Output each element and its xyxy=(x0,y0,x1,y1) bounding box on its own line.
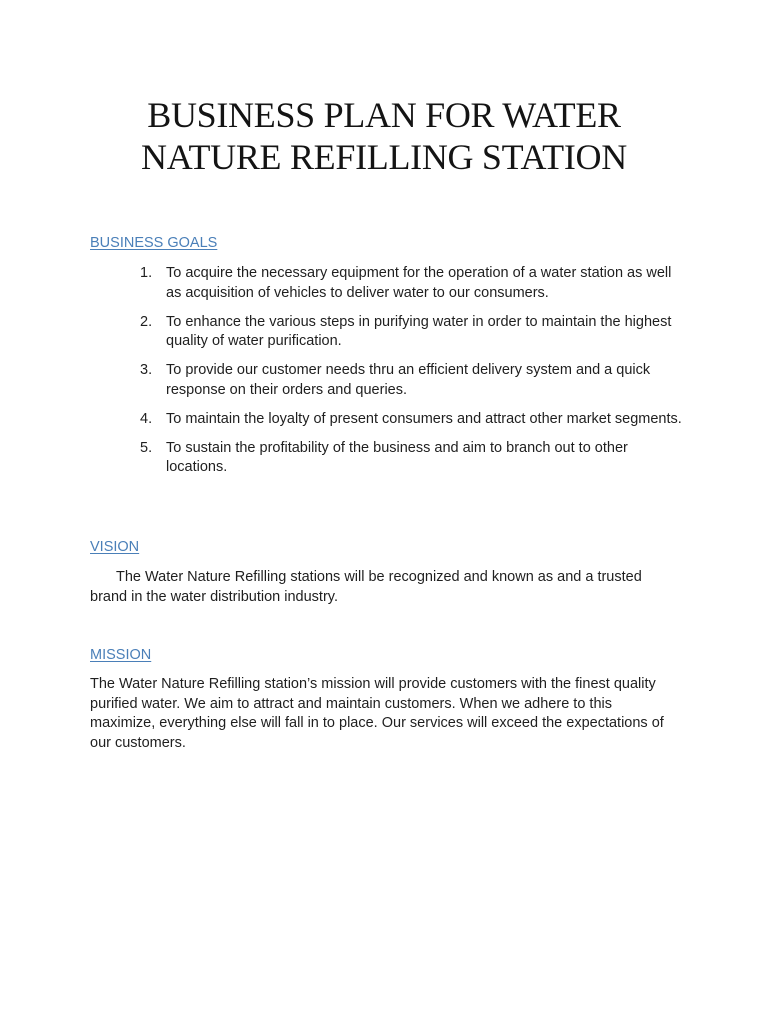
mission-paragraph: The Water Nature Refilling station’s mission will provide customers with the finest quality purified water. We aim to attract and maintain customers. When we adhere to this maximize, everything else will fall in to place. Our services will exceed the expectations of our customers. xyxy=(90,676,664,751)
vision-heading[interactable]: VISION xyxy=(90,539,140,555)
goal-number: 3. xyxy=(140,362,153,378)
goal-text: To maintain the loyalty of present consumers and attract other market segments. xyxy=(166,410,682,427)
goal-text: To acquire the necessary equipment for the operation of a water station as well as acquisition of vehicles to deliver water to our consumers. xyxy=(166,265,672,301)
goal-text: To enhance the various steps in purifying water in order to maintain the highest quality of water purification. xyxy=(166,313,672,349)
goal-text: To provide our customer needs thru an efficient delivery system and a quick response on their orders and queries. xyxy=(166,362,651,398)
vision-paragraph: The Water Nature Refilling stations will be recognized and known as and a trusted brand in the water distribution industry. xyxy=(90,569,642,605)
goal-number: 4. xyxy=(140,410,153,427)
goal-item xyxy=(90,361,690,400)
goal-item xyxy=(90,410,690,430)
document-title xyxy=(0,94,768,178)
title-line-1: BUSINESS PLAN FOR WATER xyxy=(147,95,621,135)
goal-text: To sustain the profitability of the business and aim to branch out to other locations. xyxy=(166,439,628,475)
goal-item xyxy=(90,439,690,478)
goal-item xyxy=(90,313,690,352)
goal-number: 5. xyxy=(140,439,153,456)
business-goals-heading[interactable]: BUSINESS GOALS xyxy=(90,235,218,251)
goal-number: 2. xyxy=(140,313,153,330)
title-line-2: NATURE REFILLING STATION xyxy=(141,137,627,177)
business-goals-list xyxy=(90,264,690,487)
goal-item xyxy=(90,264,690,303)
mission-heading[interactable]: MISSION xyxy=(90,647,152,663)
goal-number: 1. xyxy=(140,265,153,281)
